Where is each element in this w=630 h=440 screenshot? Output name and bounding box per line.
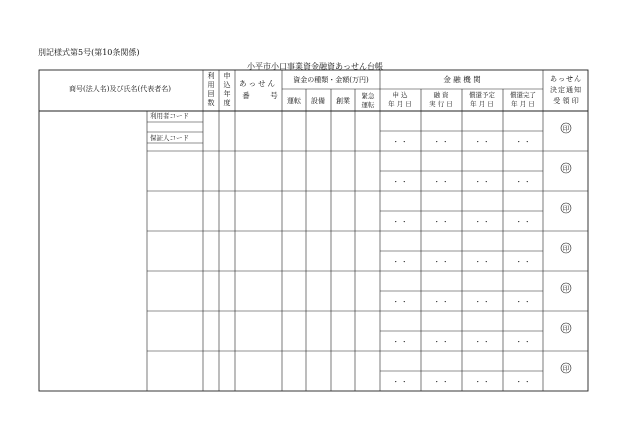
date-placeholder: ・ ・: [515, 258, 531, 267]
date-placeholder: ・ ・: [433, 378, 449, 387]
col-date-repay-done-2: 年 月 日: [511, 100, 535, 108]
col-usage-1: 利: [207, 72, 215, 80]
col-notice-3: 受 領 印: [553, 97, 579, 105]
col-institution: 金 融 機 関: [443, 75, 481, 84]
col-notice-1: あっせん: [550, 75, 582, 83]
col-fund-emergency-1: 緊急: [361, 92, 375, 100]
col-year-3: 年: [223, 90, 231, 98]
guarantor-code-label: 保証人コード: [150, 134, 189, 142]
seal-mark: 印: [562, 204, 570, 213]
col-date-execution-1: 融 資: [433, 91, 449, 99]
table-border: [39, 70, 588, 391]
col-year-2: 込: [223, 81, 231, 89]
date-placeholder: ・ ・: [515, 138, 531, 147]
col-mediation-no: あっせん: [239, 79, 277, 88]
date-placeholder: ・ ・: [474, 298, 490, 307]
date-placeholder: ・ ・: [392, 338, 408, 347]
date-placeholder: ・ ・: [474, 338, 490, 347]
date-placeholder: ・ ・: [474, 378, 490, 387]
form-reference: 別記様式第5号(第10条関係): [38, 48, 140, 57]
col-date-execution-2: 実 行 日: [429, 100, 453, 108]
user-code-label: 利用者コード: [150, 112, 189, 120]
col-year-1: 申: [223, 72, 231, 80]
col-date-repay-plan-2: 年 月 日: [470, 100, 494, 108]
date-placeholder: ・ ・: [515, 298, 531, 307]
date-placeholder: ・ ・: [474, 218, 490, 227]
date-placeholder: ・ ・: [433, 218, 449, 227]
col-usage-2: 用: [207, 81, 215, 89]
ledger-title: 小平市小口事業資金融資あっせん台帳: [247, 62, 383, 71]
date-placeholder: ・ ・: [474, 258, 490, 267]
col-date-application-2: 年 月 日: [388, 100, 412, 108]
date-placeholder: ・ ・: [515, 378, 531, 387]
col-notice-2: 決定通知: [550, 86, 582, 94]
date-placeholder: ・ ・: [392, 218, 408, 227]
date-placeholder: ・ ・: [433, 298, 449, 307]
col-mediation-no-2b: 号: [270, 91, 278, 100]
seal-mark: 印: [562, 164, 570, 173]
col-date-repay-plan-1: 償還予定: [469, 91, 495, 99]
date-placeholder: ・ ・: [474, 178, 490, 187]
col-fund-operating: 運転: [287, 97, 301, 105]
date-placeholder: ・ ・: [515, 338, 531, 347]
date-placeholder: ・ ・: [392, 258, 408, 267]
date-placeholder: ・ ・: [474, 138, 490, 147]
date-placeholder: ・ ・: [392, 298, 408, 307]
date-placeholder: ・ ・: [515, 218, 531, 227]
col-fund-startup: 創業: [336, 97, 350, 105]
seal-mark: 印: [562, 284, 570, 293]
seal-mark: 印: [562, 124, 570, 133]
seal-mark: 印: [562, 324, 570, 333]
col-date-repay-done-1: 償還完了: [510, 91, 536, 99]
col-usage-3: 回: [207, 90, 215, 98]
col-fund-group: 資金の種類・金額(万円): [293, 76, 369, 84]
date-placeholder: ・ ・: [392, 178, 408, 187]
date-placeholder: ・ ・: [392, 378, 408, 387]
seal-mark: 印: [562, 244, 570, 253]
col-date-application-1: 申 込: [392, 91, 408, 99]
date-placeholder: ・ ・: [515, 178, 531, 187]
date-placeholder: ・ ・: [392, 138, 408, 147]
date-placeholder: ・ ・: [433, 258, 449, 267]
col-name-header: 商号(法人名)及び氏名(代表者名): [69, 85, 171, 93]
col-usage-4: 数: [207, 99, 215, 107]
date-placeholder: ・ ・: [433, 338, 449, 347]
col-year-4: 度: [223, 99, 231, 107]
seal-mark: 印: [562, 364, 570, 373]
date-placeholder: ・ ・: [433, 138, 449, 147]
col-mediation-no-2a: 番: [242, 91, 250, 100]
col-fund-equipment: 設備: [311, 97, 325, 105]
date-placeholder: ・ ・: [433, 178, 449, 187]
col-fund-emergency-2: 運転: [361, 101, 375, 109]
